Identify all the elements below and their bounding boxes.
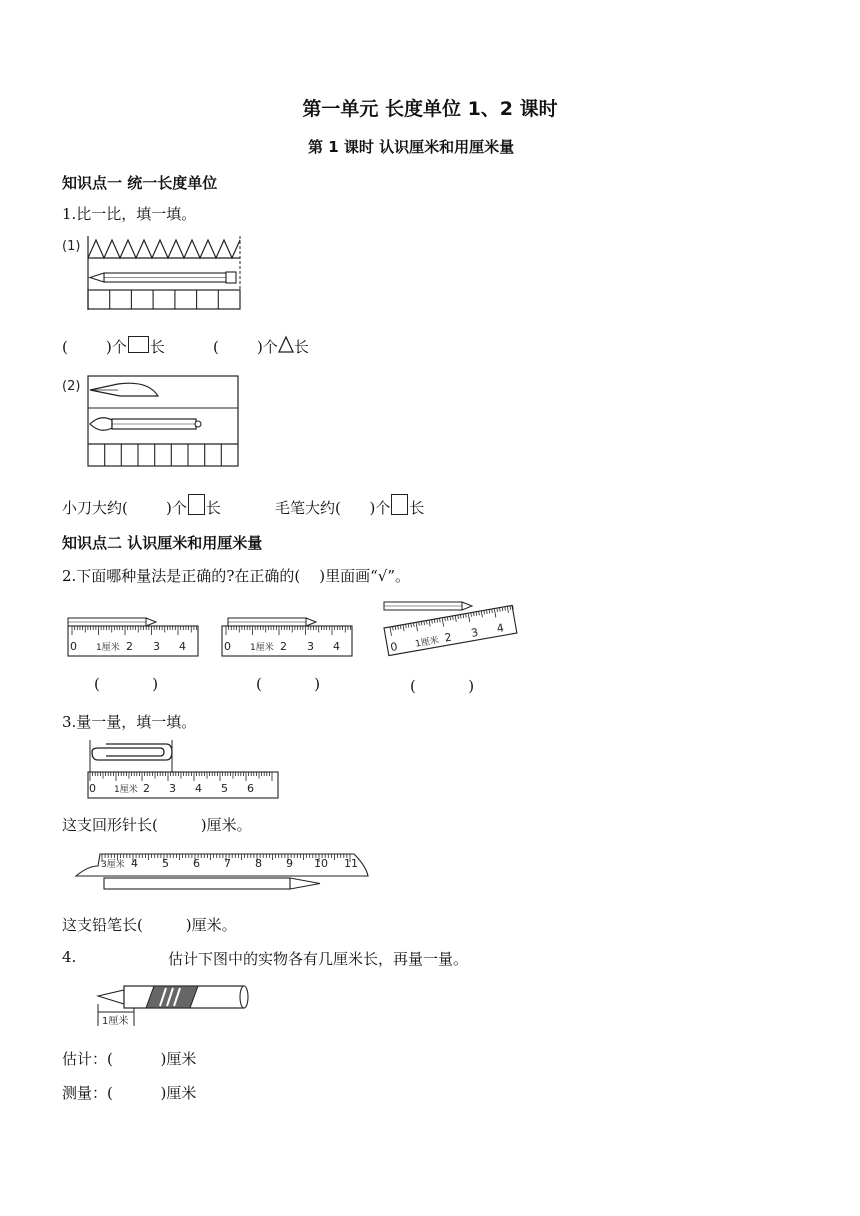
tick-label-3: 3 <box>307 640 314 653</box>
tick-label-3: 3 <box>470 625 480 640</box>
answer-measure[interactable]: 测量：( )厘米 <box>62 1084 197 1102</box>
tick-label-3: 3 <box>153 640 160 653</box>
triangle-unit-icon <box>278 336 294 353</box>
tick-label-5: 5 <box>221 782 228 795</box>
section-heading-1: 知识点一 统一长度单位 <box>62 174 218 192</box>
triangle-row <box>88 240 240 258</box>
pencil-icon <box>90 272 236 283</box>
tick-label-2: 2 <box>443 630 453 645</box>
tick-label-1: 1厘米 <box>114 785 138 795</box>
tick-label-2: 2 <box>143 782 150 795</box>
tick-label-5: 5 <box>162 857 169 870</box>
tick-label-4: 4 <box>195 782 202 795</box>
pencil-icon <box>68 618 156 626</box>
unit-label-1cm: 1厘米 <box>102 1016 129 1027</box>
q3-paperclip-ruler <box>86 738 282 800</box>
pencil-icon <box>228 618 316 626</box>
answer-pencil[interactable]: 这支铅笔长( )厘米。 <box>62 916 237 934</box>
tick-label-0: 0 <box>89 782 96 795</box>
page-subtitle: 第 1 课时 认识厘米和用厘米量 <box>308 138 515 156</box>
tick-label-3cm: 3厘米 <box>101 860 125 870</box>
figure-1-label: (1) <box>62 239 81 254</box>
tick-label-7: 7 <box>224 857 231 870</box>
question-4-number: 4. <box>62 948 77 966</box>
tick-label-8: 8 <box>255 857 262 870</box>
choice-b[interactable]: ( ) <box>256 675 321 693</box>
tick-label-0: 0 <box>389 640 399 655</box>
tick-label-2: 2 <box>280 640 287 653</box>
tick-label-6: 6 <box>247 782 254 795</box>
square-unit-icon <box>128 336 149 353</box>
square-unit-icon <box>188 494 205 515</box>
square-row <box>88 290 240 309</box>
question-1-prompt: 1.比一比，填一填。 <box>62 205 197 223</box>
question-4-prompt: 估计下图中的实物各有几厘米长，再量一量。 <box>168 950 469 968</box>
brush-icon <box>90 418 201 431</box>
q2-ruler-c <box>380 598 522 660</box>
choice-c[interactable]: ( ) <box>410 677 475 695</box>
question-2-prompt: 2.下面哪种量法是正确的?在正确的( )里面画“√”。 <box>62 567 411 585</box>
figure-1-triangles-pencil-squares <box>60 232 280 314</box>
q2-ruler-a <box>66 614 202 658</box>
q2-ruler-b <box>220 614 356 658</box>
figure-2-knife-brush-squares <box>60 374 250 469</box>
q3-pencil-ruler <box>74 846 374 896</box>
pencil-icon <box>384 602 472 610</box>
tick-label-11: 11 <box>344 857 358 870</box>
figure-2-label: (2) <box>62 379 81 394</box>
tick-label-0: 0 <box>70 640 77 653</box>
answer-estimate[interactable]: 估计：( )厘米 <box>62 1050 197 1068</box>
pencil-icon <box>104 878 320 889</box>
answer-1a[interactable]: ( )个 长 <box>62 338 165 356</box>
answer-paperclip[interactable]: 这支回形针长( )厘米。 <box>62 816 252 834</box>
crayon-icon <box>98 986 248 1008</box>
answer-2a[interactable]: 小刀大约( )个 长 <box>62 494 221 518</box>
tick-label-3: 3 <box>169 782 176 795</box>
page-title: 第一单元 长度单位 1、2 课时 <box>302 98 558 120</box>
paperclip-icon <box>92 744 172 760</box>
tick-label-4: 4 <box>495 621 505 636</box>
tick-label-4: 4 <box>333 640 340 653</box>
q4-crayon-figure <box>94 982 254 1030</box>
tick-label-9: 9 <box>286 857 293 870</box>
tick-label-10: 10 <box>314 857 328 870</box>
question-3-prompt: 3.量一量，填一填。 <box>62 713 197 731</box>
tick-label-4: 4 <box>179 640 186 653</box>
tick-label-6: 6 <box>193 857 200 870</box>
tick-label-4: 4 <box>131 857 138 870</box>
tick-label-1: 1厘米 <box>250 643 274 653</box>
section-heading-2: 知识点二 认识厘米和用厘米量 <box>62 534 263 552</box>
square-unit-icon <box>391 494 408 515</box>
knife-icon <box>90 383 158 396</box>
tick-label-1: 1厘米 <box>96 643 120 653</box>
tick-label-2: 2 <box>126 640 133 653</box>
tick-label-1: 1厘米 <box>414 635 440 650</box>
choice-a[interactable]: ( ) <box>94 675 159 693</box>
answer-2b[interactable]: 毛笔大约( )个 长 <box>275 494 424 518</box>
tick-label-0: 0 <box>224 640 231 653</box>
answer-1b[interactable]: ( )个 长 <box>213 338 309 356</box>
